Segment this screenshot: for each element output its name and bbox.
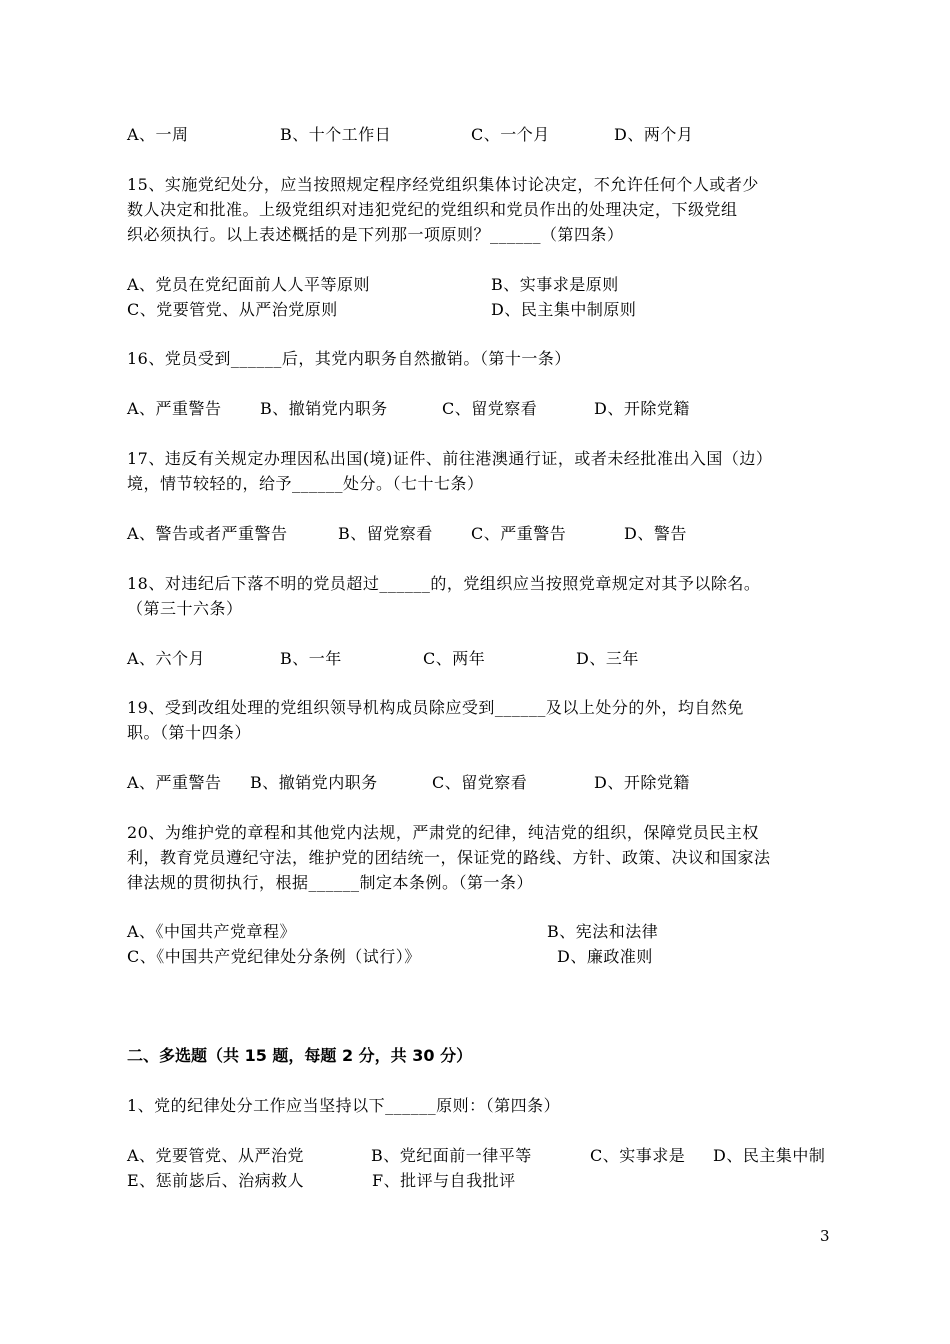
- q20-option-d: D、廉政准则: [557, 947, 653, 966]
- m1-option-b: B、党纪面前一律平等: [371, 1146, 532, 1165]
- q15-line-3: 织必须执行。以上表述概括的是下列那一项原则？______（第四条）: [127, 225, 624, 244]
- q19-option-c: C、留党察看: [432, 773, 528, 792]
- q18-option-b: B、一年: [280, 649, 342, 668]
- q17-line-2: 境，情节较轻的，给予______处分。（七十七条）: [127, 474, 484, 493]
- q17-option-b: B、留党察看: [338, 524, 433, 543]
- q20-option-b: B、宪法和法律: [547, 922, 659, 941]
- q18-option-c: C、两年: [423, 649, 486, 668]
- q18-option-d: D、三年: [576, 649, 639, 668]
- q19-option-a: A、严重警告: [127, 773, 222, 792]
- q20-option-c: C、《中国共产党纪律处分条例（试行）》: [127, 947, 421, 966]
- q20-line-2: 利，教育党员遵纪守法，维护党的团结统一，保证党的路线、方针、政策、决议和国家法: [127, 848, 771, 867]
- q18-option-a: A、六个月: [127, 649, 206, 668]
- q15-option-c: C、党要管党、从严治党原则: [127, 300, 338, 319]
- q14-option-c: C、一个月: [471, 125, 550, 144]
- q15-option-d: D、民主集中制原则: [491, 300, 637, 319]
- m1-option-c: C、实事求是: [590, 1146, 686, 1165]
- q17-option-a: A、警告或者严重警告: [127, 524, 288, 543]
- q14-option-d: D、两个月: [614, 125, 694, 144]
- q15-option-a: A、党员在党纪面前人人平等原则: [127, 275, 371, 294]
- m1-line-1: 1、党的纪律处分工作应当坚持以下______原则：（第四条）: [127, 1096, 561, 1115]
- q14-option-a: A、一周: [127, 125, 189, 144]
- q19-option-d: D、开除党籍: [594, 773, 690, 792]
- q15-line-2: 数人决定和批准。上级党组织对违犯党纪的党组织和党员作出的处理决定，下级党组: [127, 200, 738, 219]
- q19-option-b: B、撤销党内职务: [250, 773, 378, 792]
- q20-option-a: A、《中国共产党章程》: [127, 922, 297, 941]
- q19-line-1: 19、受到改组处理的党组织领导机构成员除应受到______及以上处分的外，均自然免: [127, 698, 744, 717]
- m1-option-e: E、惩前毖后、治病救人: [127, 1171, 305, 1190]
- page-number: 3: [820, 1227, 830, 1245]
- q17-option-d: D、警告: [624, 524, 687, 543]
- q16-line-1: 16、党员受到______后，其党内职务自然撤销。（第十一条）: [127, 349, 571, 368]
- q15-option-b: B、实事求是原则: [491, 275, 619, 294]
- q20-line-1: 20、为维护党的章程和其他党内法规，严肃党的纪律，纯洁党的组织，保障党员民主权: [127, 823, 759, 842]
- q14-option-b: B、十个工作日: [280, 125, 392, 144]
- q17-line-1: 17、违反有关规定办理因私出国(境)证件、前往港澳通行证，或者未经批准出入国（边）: [127, 449, 773, 468]
- m1-option-d: D、民主集中制: [713, 1146, 826, 1165]
- q17-option-c: C、严重警告: [471, 524, 567, 543]
- q18-line-2: （第三十六条）: [127, 599, 243, 618]
- q16-option-d: D、开除党籍: [594, 399, 690, 418]
- q16-option-a: A、严重警告: [127, 399, 222, 418]
- section-heading-multiple-choice: 二、多选题（共 15 题，每题 2 分，共 30 分）: [127, 1046, 473, 1065]
- q20-line-3: 律法规的贯彻执行，根据______制定本条例。（第一条）: [127, 873, 534, 892]
- q15-line-1: 15、实施党纪处分，应当按照规定程序经党组织集体讨论决定，不允许任何个人或者少: [127, 175, 759, 194]
- q16-option-c: C、留党察看: [442, 399, 538, 418]
- m1-option-a: A、党要管党、从严治党: [127, 1146, 305, 1165]
- q19-line-2: 职。（第十四条）: [127, 723, 252, 742]
- m1-option-f: F、批评与自我批评: [372, 1171, 516, 1190]
- q18-line-1: 18、对违纪后下落不明的党员超过______的，党组织应当按照党章规定对其予以除名。: [127, 574, 761, 593]
- q16-option-b: B、撤销党内职务: [260, 399, 388, 418]
